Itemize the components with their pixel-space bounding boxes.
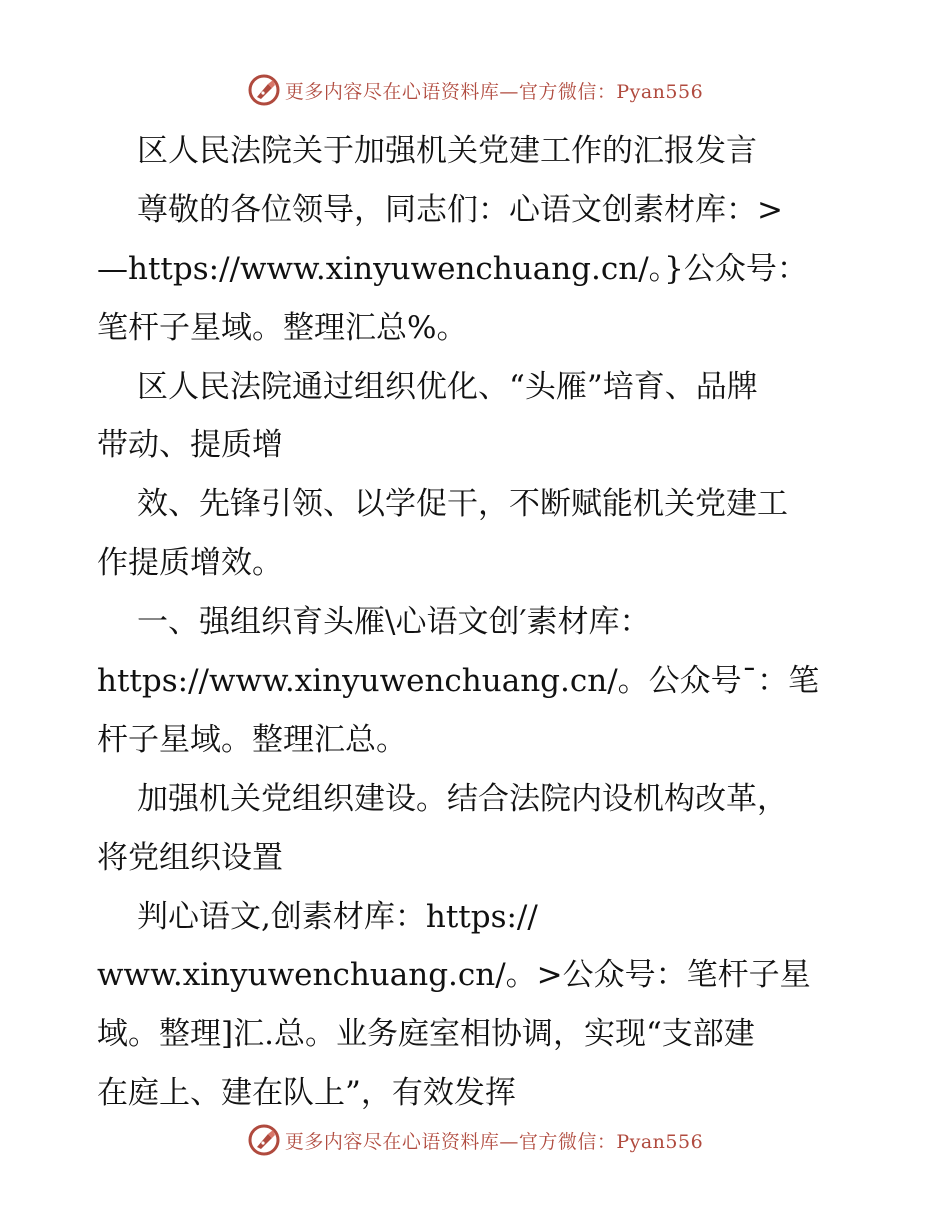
paragraph-line: 区人民法院通过组织优化、“头雁”培育、品牌 <box>137 368 758 405</box>
paragraph-line: 效、先锋引领、以学促干，不断赋能机关党建工 <box>137 486 788 523</box>
fountain-pen-logo-icon <box>247 1123 281 1157</box>
footer-banner <box>0 1120 950 1160</box>
paragraph-line: 判心语文,创素材库：https:// <box>137 898 538 935</box>
paragraph-line: 加强机关党组织建设。结合法院内设机构改革， <box>137 780 788 817</box>
fountain-pen-logo-icon <box>247 73 281 107</box>
paragraph-line: 笔杆子星域。整理汇总%。 <box>97 309 468 346</box>
paragraph-line: 杆子星域。整理汇总。 <box>97 721 407 758</box>
footer-banner-text: 更多内容尽在心语资料库—官方微信：Pyan556 <box>284 1130 704 1153</box>
header-banner-text: 更多内容尽在心语资料库—官方微信：Pyan556 <box>284 80 704 103</box>
paragraph-line: 带动、提质增 <box>97 427 283 464</box>
document-body <box>97 122 857 1123</box>
paragraph-line: www.xinyuwenchuang.cn/。>公众号：笔杆子星 <box>97 957 811 994</box>
paragraph-line: 尊敬的各位领导，同志们：心语文创素材库：> <box>137 191 783 228</box>
section-heading: 一、强组织育头雁\心语文创′素材库： <box>137 604 651 641</box>
paragraph-line: 域。整理]汇.总。业务庭室相协调，实现“支部建 <box>97 1016 755 1053</box>
header-banner <box>0 70 950 110</box>
paragraph-line: 作提质增效。 <box>97 545 283 582</box>
paragraph-line: 在庭上、建在队上”，有效发挥 <box>97 1075 516 1112</box>
paragraph-line: —https://www.xinyuwenchuang.cn/。}公众号： <box>97 250 808 287</box>
document-title: 区人民法院关于加强机关党建工作的汇报发言 <box>137 133 757 169</box>
paragraph-line: 将党组织设置 <box>97 839 283 876</box>
paragraph-line: https://www.xinyuwenchuang.cn/。公众号¯：笔 <box>97 663 820 700</box>
